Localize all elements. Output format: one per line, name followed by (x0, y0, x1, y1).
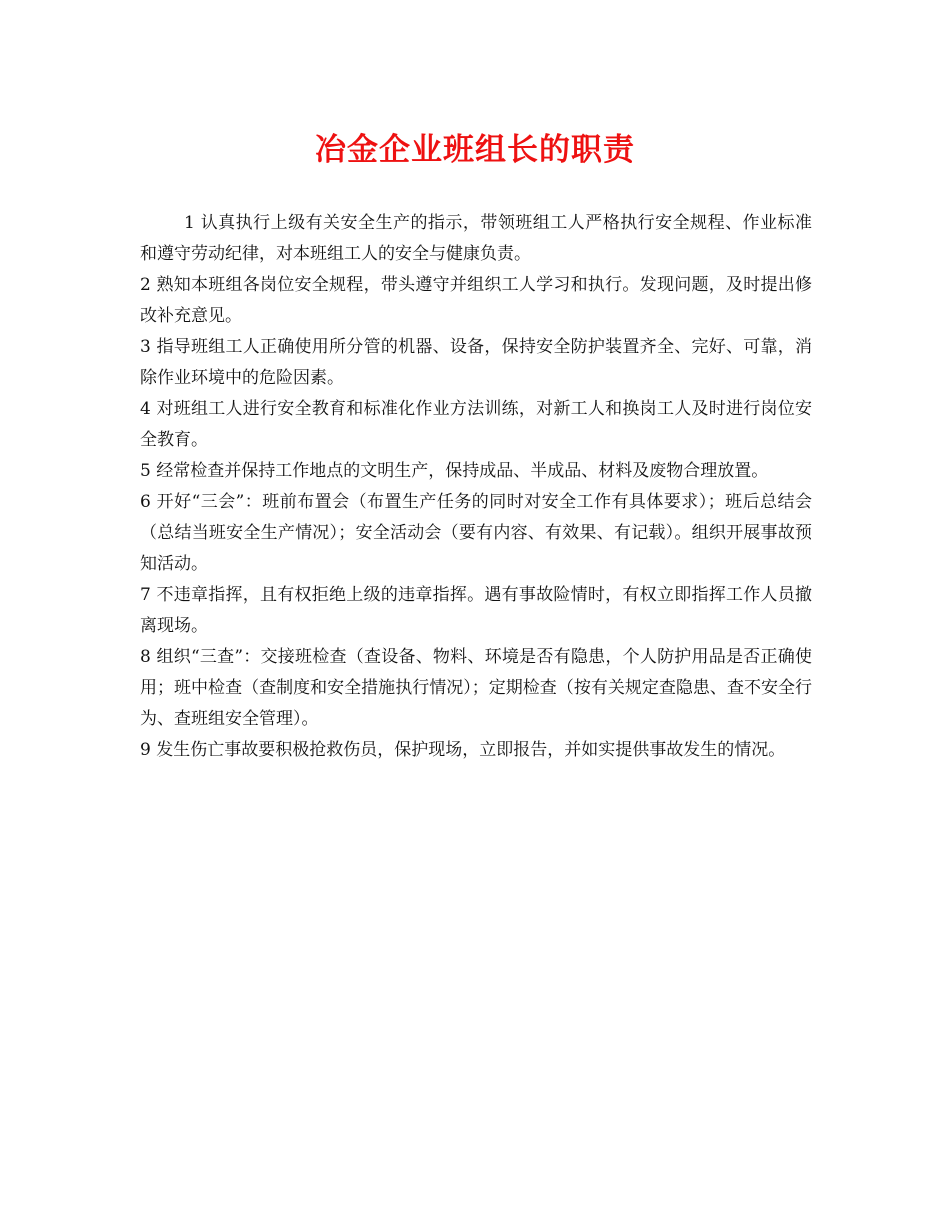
duty-item-2: 2 熟知本班组各岗位安全规程，带头遵守并组织工人学习和执行。发现问题，及时提出修改补充意见。 (140, 275, 812, 326)
document-body (140, 208, 812, 766)
duty-item-6: 6 开好“三会”：班前布置会（布置生产任务的同时对安全工作有具体要求）；班后总结会（总结当班安全生产情况）；安全活动会（要有内容、有效果、有记载）。组织开展事故预知活动。 (140, 492, 812, 574)
duty-item-9: 9 发生伤亡事故要积极抢救伤员，保护现场，立即报告，并如实提供事故发生的情况。 (140, 740, 786, 760)
duty-item-1: 1 认真执行上级有关安全生产的指示，带领班组工人严格执行安全规程、作业标准和遵守劳动纪律，对本班组工人的安全与健康负责。 (140, 213, 812, 264)
page-title: 冶金企业班组长的职责 (315, 132, 635, 168)
duty-item-3: 3 指导班组工人正确使用所分管的机器、设备，保持安全防护装置齐全、完好、可靠，消除作业环境中的危险因素。 (140, 337, 812, 388)
duty-item-8: 8 组织“三查”：交接班检查（查设备、物料、环境是否有隐患，个人防护用品是否正确使用；班中检查（查制度和安全措施执行情况）；定期检查（按有关规定查隐患、查不安全行为、查班组安全管理）。 (140, 647, 812, 729)
duty-item-7: 7 不违章指挥，且有权拒绝上级的违章指挥。遇有事故险情时，有权立即指挥工作人员撤离现场。 (140, 585, 812, 636)
duty-item-4: 4 对班组工人进行安全教育和标准化作业方法训练，对新工人和换岗工人及时进行岗位安全教育。 (140, 399, 812, 450)
duty-item-5: 5 经常检查并保持工作地点的文明生产，保持成品、半成品、材料及废物合理放置。 (140, 461, 769, 481)
